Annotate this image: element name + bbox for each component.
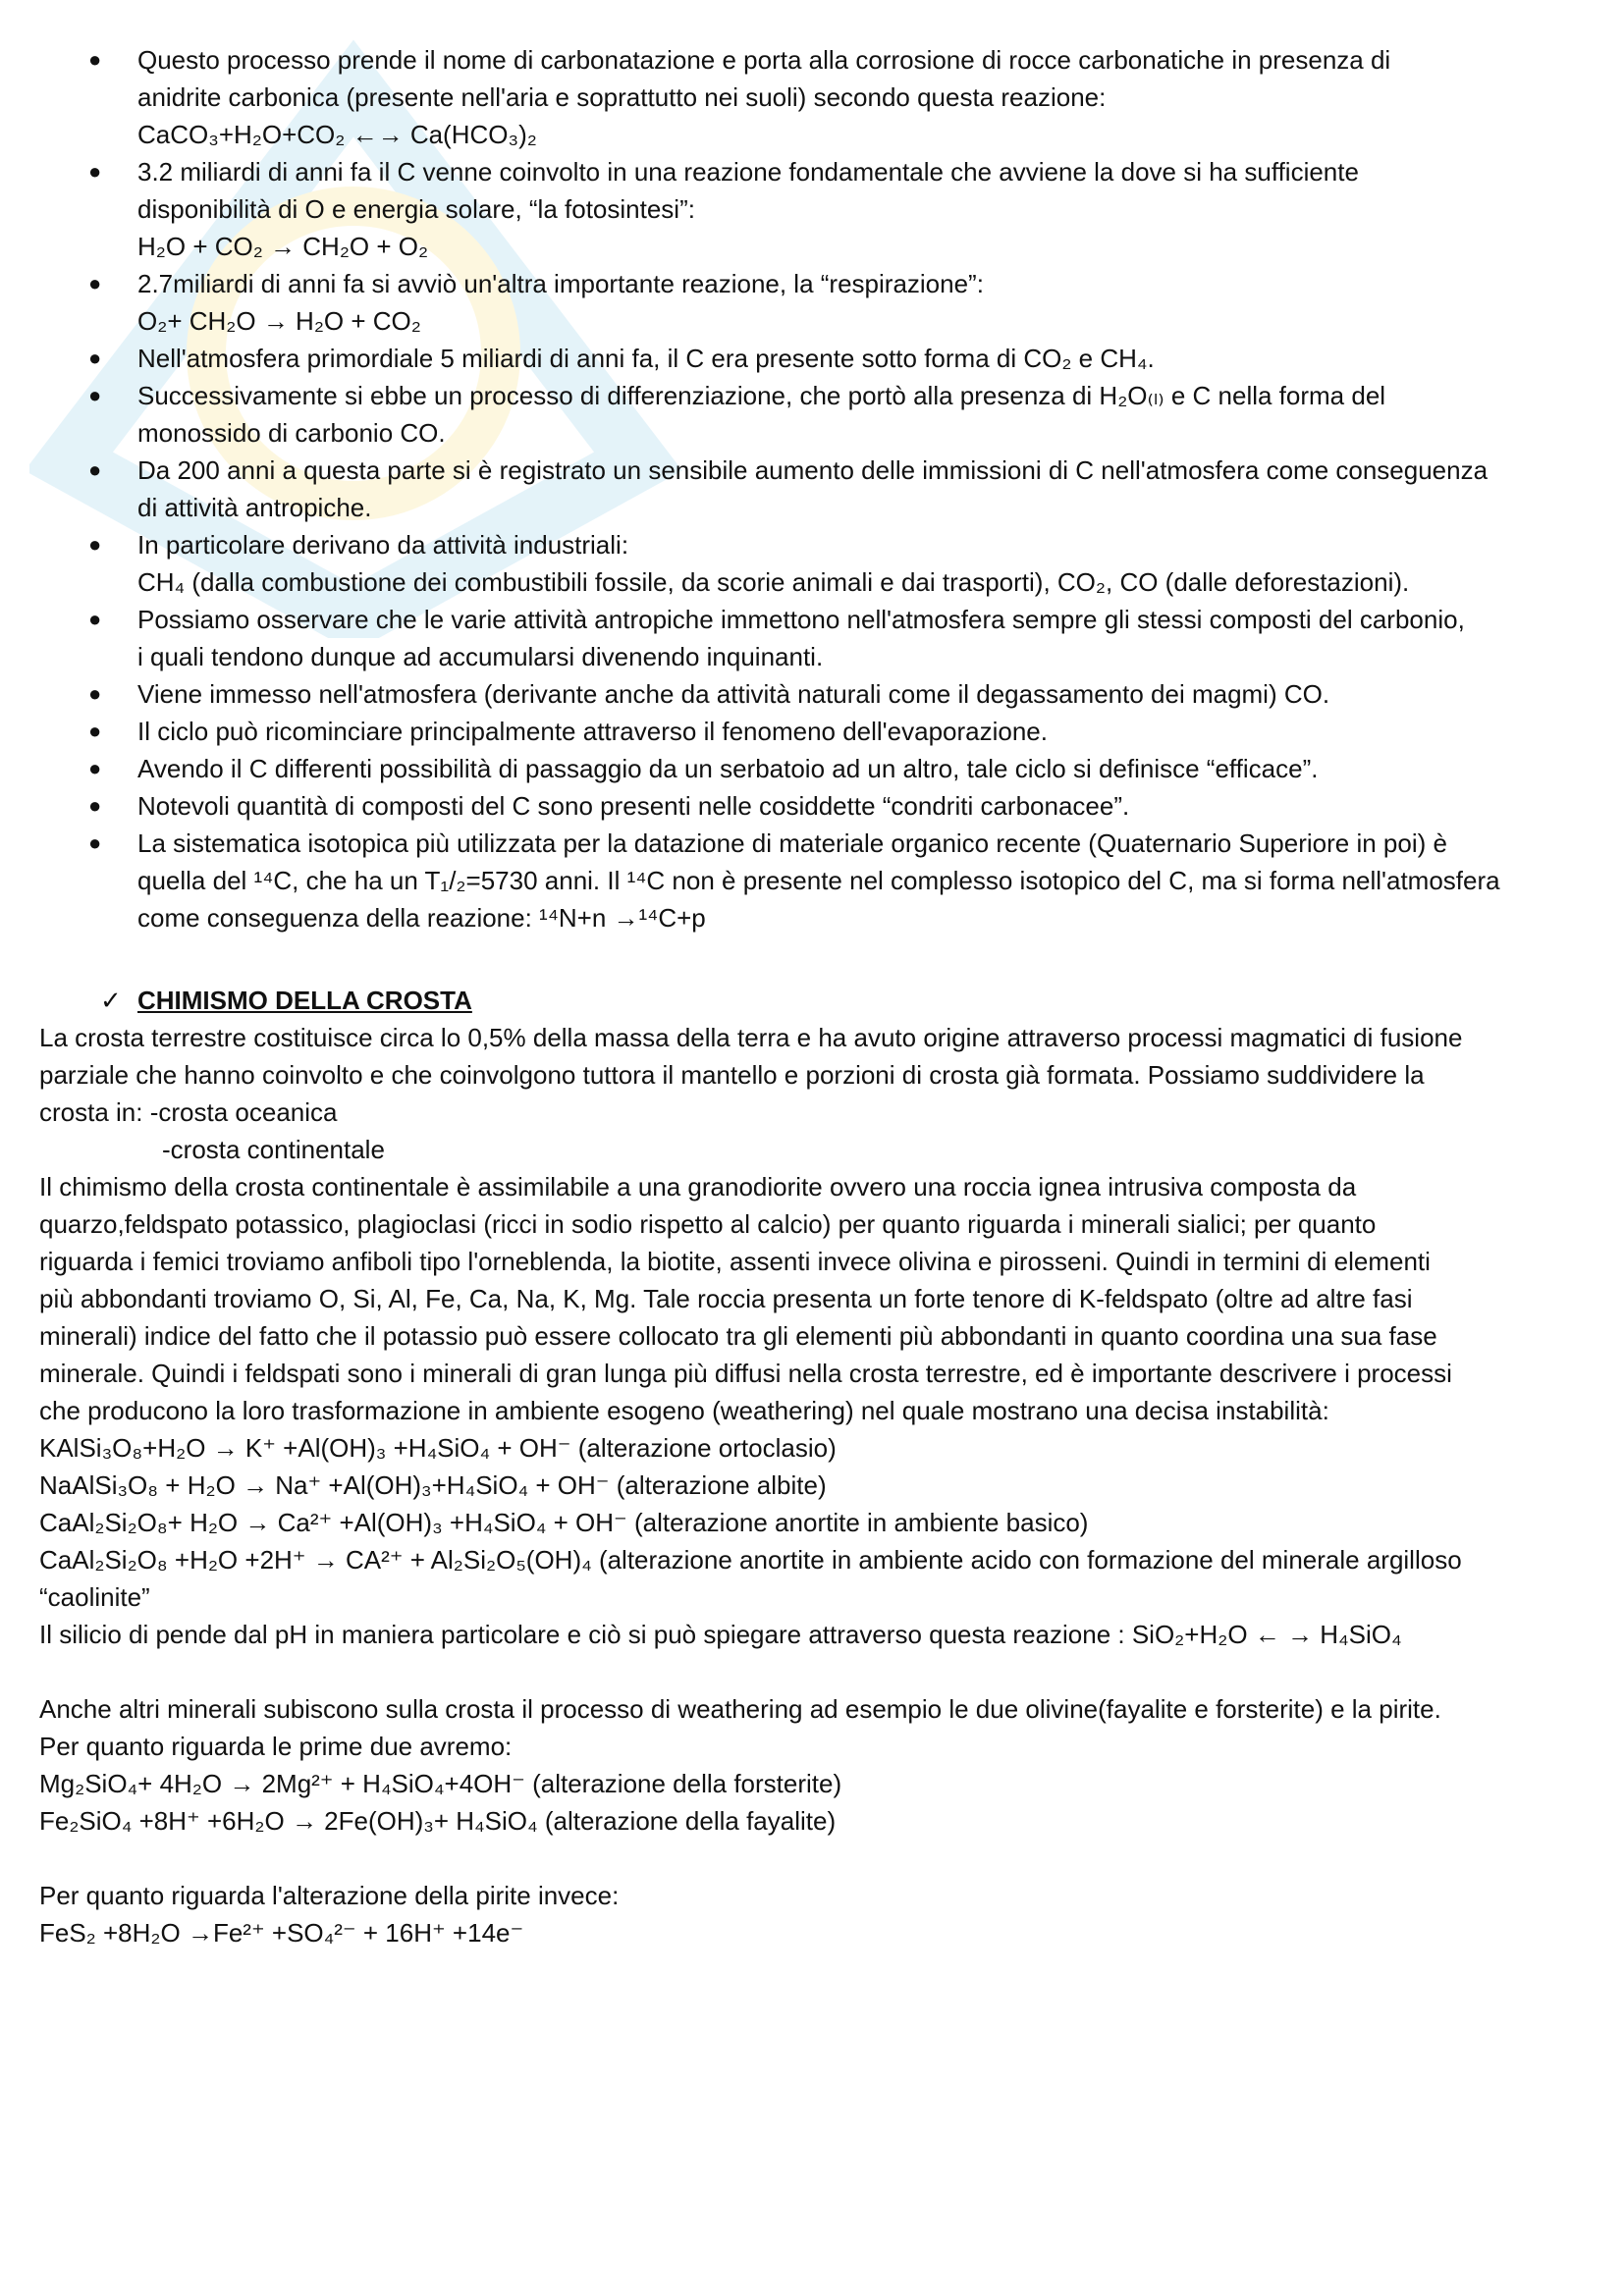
reaction: FeS₂ +8H₂O →Fe²⁺ +SO₄²⁻ + 16H⁺ +14e⁻ (39, 1918, 524, 1948)
bullet-icon: ● (88, 607, 102, 631)
reaction: KAlSi₃O₈+H₂O → K⁺ +Al(OH)₃ +H₄SiO₄ + OH⁻ (alterazione ortoclasio) (39, 1433, 837, 1463)
reaction: Mg₂SiO₄+ 4H₂O → 2Mg²⁺ + H₄SiO₄+4OH⁻ (alterazione della forsterite) (39, 1769, 842, 1798)
list-item: ● 3.2 miliardi di anni fa il C venne coinvolto in una reazione fondamentale che avviene la dove si ha sufficiente disponibilità di O e energia solare, “la fotosintesi”: H₂O + CO₂ → CH₂O + O₂ (86, 153, 1598, 265)
list-item: ● In particolare derivano da attività industriali: CH₄ (dalla combustione dei combustibili fossile, da scorie animali e dai trasporti), CO₂, CO (dalle deforestazioni). (86, 526, 1598, 601)
formula: O₂+ CH₂O → H₂O + CO₂ (137, 306, 421, 336)
bullet-icon: ● (88, 271, 102, 295)
list-item: ● Il ciclo può ricominciare principalmente attraverso il fenomeno dell'evaporazione. (86, 713, 1598, 750)
bullet-icon: ● (88, 383, 102, 407)
list-item: ● La sistematica isotopica più utilizzata per la datazione di materiale organico recente (Quaternario Superiore in poi) è quella del ¹⁴C, che ha un T₁/₂=5730 anni. Il ¹⁴C non è presente nel complesso isotopico del C, ma si forma nell'atmosfera come conseguenza della reazione: ¹⁴N+n →¹⁴C+p (86, 825, 1598, 936)
formula: CaCO₃+H₂O+CO₂ ←→ Ca(HCO₃)₂ (137, 120, 537, 149)
formula: H₂O + CO₂ → CH₂O + O₂ (137, 232, 429, 261)
bullet-icon: ● (88, 719, 102, 743)
bullet-icon: ● (88, 47, 102, 72)
bullet-list (86, 41, 1598, 936)
reaction: NaAlSi₃O₈ + H₂O → Na⁺ +Al(OH)₃+H₄SiO₄ + OH⁻ (alterazione albite) (39, 1470, 827, 1500)
reaction: Fe₂SiO₄ +8H⁺ +6H₂O → 2Fe(OH)₃+ H₄SiO₄ (alterazione della fayalite) (39, 1806, 837, 1836)
section-heading (100, 982, 472, 1019)
bullet-icon: ● (88, 830, 102, 855)
bullet-icon: ● (88, 681, 102, 706)
bullet-icon: ● (88, 756, 102, 780)
list-item: ● Da 200 anni a questa parte si è registrato un sensibile aumento delle immissioni di C nell'atmosfera come conseguenza di attività antropiche. (86, 452, 1598, 526)
bullet-icon: ● (88, 159, 102, 184)
list-item: ● 2.7miliardi di anni fa si avviò un'altra importante reazione, la “respirazione”: O₂+ CH₂O → H₂O + CO₂ (86, 265, 1598, 340)
bullet-icon: ● (88, 457, 102, 482)
reaction: CaAl₂Si₂O₈+ H₂O → Ca²⁺ +Al(OH)₃ +H₄SiO₄ + OH⁻ (alterazione anortite in ambiente basico) (39, 1508, 1089, 1537)
body-text: La crosta terrestre costituisce circa lo 0,5% della massa della terra e ha avuto origine attraverso processi magmatici di fusione parziale che hanno coinvolto e che coinvolgono tuttora il mantello e porzioni di crosta già formata. Possiamo suddividere la crosta in: -crosta oceanica -crosta continentale Il chimismo della crosta continentale è assimilabile a una granodiorite ovvero una roccia ignea intrusiva composta da quarzo,feldspato potassico, plagioclasi (ricci in sodio rispetto al calcio) per quanto riguarda i minerali sialici; per quanto riguarda i femici troviamo anfiboli tipo l'orneblenda, la biotite, assenti invece olivina e pirosseni. Quindi in termini di elementi più abbondanti troviamo O, Si, Al, Fe, Ca, Na, K, Mg. Tale roccia presenta un forte tenore di K-feldspato (oltre ad altre fasi minerali) indice del fatto che il potassio può essere collocato tra gli elementi più abbondanti in quanto coordina una sua fase minerale. Quindi i feldspati sono i minerali di gran lunga più diffusi nella crosta terrestre, ed è importante descrivere i processi che producono la loro trasformazione in ambiente esogeno (weathering) nel quale mostrano una decisa instabilità: KAlSi₃O₈+H₂O → K⁺ +Al(OH)₃ +H₄SiO₄ + OH⁻ (alterazione ortoclasio) NaAlSi₃O₈ + H₂O → Na⁺ +Al(OH)₃+H₄SiO₄ + OH⁻ (alterazione albite) CaAl₂Si₂O₈+ H₂O → Ca²⁺ +Al(OH)₃ +H₄SiO₄ + OH⁻ (alterazione anortite in ambiente basico) CaAl₂Si₂O₈ +H₂O +2H⁺ → CA²⁺ + Al₂Si₂O₅(OH)₄ (alterazione anortite in ambiente acido con formazione del minerale argilloso “caolinite” Il silicio di pende dal pH in maniera particolare e ciò si può spiegare attraverso questa reazione : SiO₂+H₂O ← → H₄SiO₄ Anche altri minerali subiscono sulla crosta il processo di weathering ad esempio le due olivine(fayalite e forsterite) e la pirite. Per quanto riguarda le prime due avremo: Mg₂SiO₄+ 4H₂O → 2Mg²⁺ + H₄SiO₄+4OH⁻ (alterazione della forsterite) Fe₂SiO₄ +8H⁺ +6H₂O → 2Fe(OH)₃+ H₄SiO₄ (alterazione della fayalite) Per quanto riguarda l'alterazione della pirite invece: FeS₂ +8H₂O →Fe²⁺ +SO₄²⁻ + 16H⁺ +14e⁻ (39, 1019, 1610, 1951)
list-item: ● Notevoli quantità di composti del C sono presenti nelle cosiddette “condriti carbonacee”. (86, 787, 1598, 825)
list-item: ● Avendo il C differenti possibilità di passaggio da un serbatoio ad un altro, tale ciclo si definisce “efficace”. (86, 750, 1598, 787)
list-item: ● Viene immesso nell'atmosfera (derivante anche da attività naturali come il degassamento dei magmi) CO. (86, 675, 1598, 713)
section-title: CHIMISMO DELLA CROSTA (137, 986, 472, 1015)
checkmark-icon: ✓ (100, 986, 122, 1015)
list-item: ● Successivamente si ebbe un processo di differenziazione, che portò alla presenza di H₂O₍ₗ₎ e C nella forma del monossido di carbonio CO. (86, 377, 1598, 452)
list-item: ● Nell'atmosfera primordiale 5 miliardi di anni fa, il C era presente sotto forma di CO₂ e CH₄. (86, 340, 1598, 377)
bullet-icon: ● (88, 346, 102, 370)
bullet-icon: ● (88, 532, 102, 557)
reaction: CaAl₂Si₂O₈ +H₂O +2H⁺ → CA²⁺ + Al₂Si₂O₅(OH)₄ (alterazione anortite in ambiente acido con formazione del minerale argilloso (39, 1545, 1462, 1575)
bullet-icon: ● (88, 793, 102, 818)
list-item: ● Questo processo prende il nome di carbonatazione e porta alla corrosione di rocce carbonatiche in presenza di anidrite carbonica (presente nell'aria e soprattutto nei suoli) secondo questa reazione: CaCO₃+H₂O+CO₂ ←→ Ca(HCO₃)₂ (86, 41, 1598, 153)
list-item: ● Possiamo osservare che le varie attività antropiche immettono nell'atmosfera sempre gli stessi composti del carbonio, i quali tendono dunque ad accumularsi divenendo inquinanti. (86, 601, 1598, 675)
